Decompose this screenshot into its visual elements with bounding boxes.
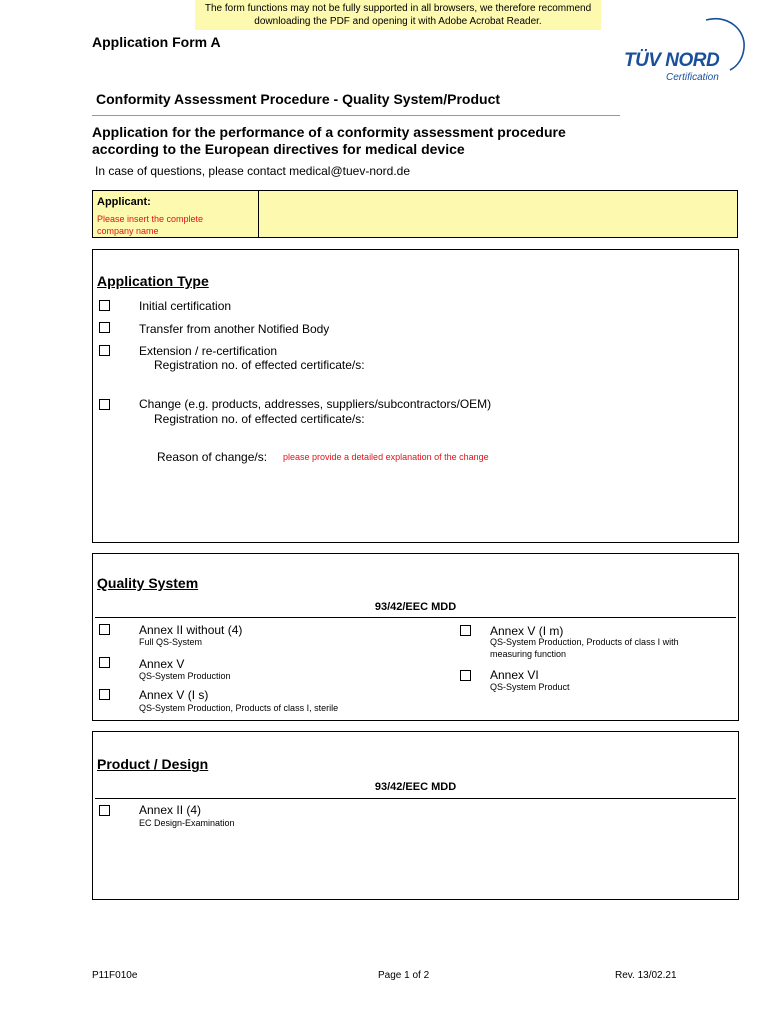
pd-divider bbox=[95, 798, 736, 799]
annex-v-desc: QS-System Production bbox=[139, 671, 231, 681]
applicant-name-field[interactable] bbox=[259, 191, 737, 237]
notice-line-2: downloading the PDF and opening it with Adobe Acrobat Reader. bbox=[254, 16, 542, 27]
qs-directive: 93/42/EEC MDD bbox=[374, 601, 457, 613]
applicant-row bbox=[92, 190, 738, 238]
annex-v-im-desc-1: QS-System Production, Products of class I with bbox=[490, 637, 679, 647]
application-type-section bbox=[92, 249, 739, 543]
change-checkbox[interactable] bbox=[99, 399, 110, 410]
logo-sub: Certification bbox=[666, 72, 719, 83]
registration-label-change: Registration no. of effected certificate/s: bbox=[154, 412, 365, 426]
annex-ii-4-desc: EC Design-Examination bbox=[139, 818, 235, 828]
procedure-title: Conformity Assessment Procedure - Quality System/Product bbox=[96, 91, 501, 107]
reason-hint[interactable]: please provide a detailed explanation of the change bbox=[283, 452, 489, 462]
tuv-nord-logo bbox=[620, 16, 746, 86]
registration-field-extension[interactable] bbox=[393, 356, 723, 372]
browser-notice bbox=[195, 0, 601, 30]
annex-ii-checkbox[interactable] bbox=[99, 624, 110, 635]
annex-v-is-label: Annex V (I s) bbox=[139, 688, 209, 702]
page-number: Page 1 of 2 bbox=[378, 970, 430, 981]
logo-brand: TÜV NORD bbox=[624, 50, 720, 71]
contact-text: In case of questions, please contact medical@tuev-nord.de bbox=[95, 164, 411, 178]
annex-v-is-checkbox[interactable] bbox=[99, 689, 110, 700]
applicant-label-cell bbox=[93, 191, 259, 237]
quality-system-section bbox=[92, 553, 739, 721]
annex-vi-checkbox[interactable] bbox=[460, 670, 471, 681]
annex-v-checkbox[interactable] bbox=[99, 657, 110, 668]
heading-line-2: according to the European directives for medical device bbox=[92, 141, 465, 157]
annex-ii-4-label: Annex II (4) bbox=[139, 803, 202, 817]
registration-field-change[interactable] bbox=[393, 410, 723, 426]
annex-ii-desc: Full QS-System bbox=[139, 637, 203, 647]
initial-certification-checkbox[interactable] bbox=[99, 300, 110, 311]
annex-vi-label: Annex VI bbox=[490, 668, 539, 682]
annex-v-im-label: Annex V (I m) bbox=[490, 624, 564, 638]
annex-vi-desc: QS-System Product bbox=[490, 682, 570, 692]
option-initial-certification: Initial certification bbox=[139, 299, 232, 313]
title-divider bbox=[92, 115, 620, 116]
option-transfer: Transfer from another Notified Body bbox=[139, 322, 330, 336]
notice-line-1: The form functions may not be fully supported in all browsers, we therefore recommend bbox=[204, 3, 592, 14]
annex-ii-label: Annex II without (4) bbox=[139, 623, 243, 637]
product-design-title: Product / Design bbox=[97, 756, 209, 772]
registration-label-extension: Registration no. of effected certificate/s: bbox=[154, 358, 365, 372]
transfer-checkbox[interactable] bbox=[99, 322, 110, 333]
quality-system-title: Quality System bbox=[97, 575, 199, 591]
page-heading bbox=[92, 124, 682, 158]
pd-directive: 93/42/EEC MDD bbox=[374, 781, 457, 793]
annex-v-is-desc: QS-System Production, Products of class I, sterile bbox=[139, 703, 339, 713]
revision: Rev. 13/02.21 bbox=[615, 970, 677, 981]
option-extension: Extension / re-certification bbox=[139, 344, 278, 358]
annex-v-im-desc-2: measuring function bbox=[490, 649, 567, 659]
applicant-hint: Please insert the complete company name bbox=[97, 214, 204, 236]
annex-v-im-checkbox[interactable] bbox=[460, 625, 471, 636]
extension-checkbox[interactable] bbox=[99, 345, 110, 356]
application-type-title: Application Type bbox=[97, 273, 209, 289]
product-design-section bbox=[92, 731, 739, 900]
qs-divider bbox=[95, 617, 736, 618]
annex-v-label: Annex V bbox=[139, 657, 185, 671]
applicant-label: Applicant: bbox=[97, 196, 151, 208]
form-code: P11F010e bbox=[92, 970, 138, 981]
reason-label: Reason of change/s: bbox=[157, 450, 268, 464]
annex-ii-4-checkbox[interactable] bbox=[99, 805, 110, 816]
heading-line-1: Application for the performance of a conformity assessment procedure bbox=[92, 124, 566, 140]
option-change: Change (e.g. products, addresses, suppliers/subcontractors/OEM) bbox=[139, 397, 492, 411]
form-label: Application Form A bbox=[92, 34, 221, 50]
